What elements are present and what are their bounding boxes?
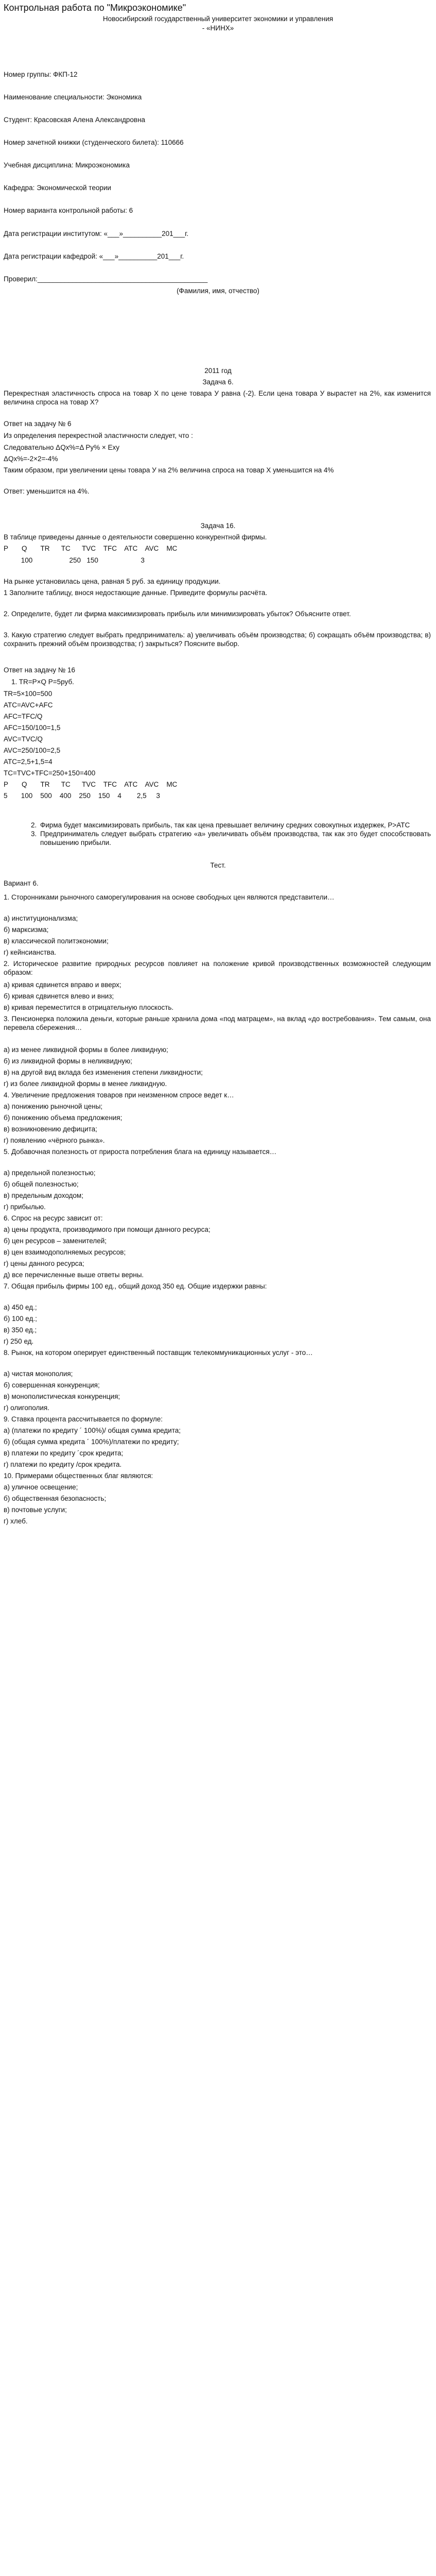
test-line: 3. Пенсионерка положила деньги, которые раньше хранила дома «под матрацем», на вклад «до востребования». Тем самым, она перевела сбережения…	[4, 1015, 431, 1031]
calc-afc-formula: AFC=TFC/Q	[4, 713, 43, 720]
task-16-table2-row: 5 100 500 400 250 150 4 2,5 3	[4, 792, 160, 800]
test-line: г) цены данного ресурса;	[4, 1260, 84, 1267]
task-16-table2-header: P Q TR TC TVC TFC ATC AVC MC	[4, 781, 178, 788]
test-line: 10. Примерами общественных благ являются:	[4, 1472, 153, 1480]
test-line: 1. Сторонниками рыночного саморегулирования на основе свободных цен являются представители…	[4, 893, 335, 901]
task-16-table-row: 100 250 150 3	[4, 556, 145, 564]
university-line-1: Новосибирский государственный университет экономики и управления	[102, 15, 334, 23]
test-line: д) все перечисленные выше ответы верны.	[4, 1271, 144, 1279]
test-line: в) 350 ед.;	[4, 1326, 37, 1334]
test-line: а) предельной полезностью;	[4, 1169, 96, 1177]
task-16-question-1: 1 Заполните таблицу, внося недостающие данные. Приведите формулы расчёта.	[4, 589, 268, 597]
test-heading: Тест.	[210, 861, 226, 869]
task-16-question-2: 2. Определите, будет ли фирма максимизировать прибыль или минимизировать убыток? Объясните ответ.	[4, 610, 351, 618]
test-line: 6. Спрос на ресурс зависит от:	[4, 1214, 103, 1222]
test-line: в) классической политэкономии;	[4, 937, 109, 945]
record-book-number: Номер зачетной книжки (студенческого билета): 110666	[4, 139, 184, 146]
test-line: 7. Общая прибыль фирмы 100 ед., общий доход 350 ед. Общие издержки равны:	[4, 1282, 267, 1290]
task-16-heading: Задача 16.	[200, 522, 236, 530]
test-line: 2. Историческое развитие природных ресурсов повлияет на положение кривой производственных возможностей следующим образом:	[4, 960, 431, 976]
task-16-answer-3: Предприниматель следует выбрать стратегию «а» увеличивать объём производства, так как это будет способствовать повышению прибыли.	[40, 829, 431, 846]
test-line: а) из менее ликвидной формы в более ликвидную;	[4, 1046, 168, 1054]
test-line: 4. Увеличение предложения товаров при неизменном спросе ведет к…	[4, 1091, 234, 1099]
test-line: г) кейнсианства.	[4, 948, 57, 956]
department-registration-date: Дата регистрации кафедрой: «___»__________201___г.	[4, 252, 184, 260]
test-line: б) (общая сумма кредита ´ 100%)/платежи по кредиту;	[4, 1438, 179, 1446]
task-16-intro: В таблице приведены данные о деятельности совершенно конкурентной фирмы.	[4, 533, 267, 541]
task-6-calculation: ΔQх%=-2×2=-4%	[4, 455, 58, 463]
student-name: Студент: Красовская Алена Александровна	[4, 116, 146, 124]
test-line: б) марксизма;	[4, 926, 49, 934]
year: 2011 год	[204, 367, 232, 375]
test-line: г) появлению «чёрного рынка».	[4, 1137, 105, 1144]
calc-afc-value: AFC=150/100=1,5	[4, 724, 61, 732]
fio-caption: (Фамилия, имя, отчество)	[177, 287, 259, 295]
test-line: а) (платежи по кредиту ´ 100%)/ общая сумма кредита;	[4, 1427, 181, 1434]
checked-by: Проверил:____________________________________________	[4, 275, 208, 283]
university-name	[0, 14, 436, 32]
test-line: б) совершенная конкуренция;	[4, 1381, 100, 1389]
test-line: а) институционализма;	[4, 914, 78, 922]
specialty: Наименование специальности: Экономика	[4, 93, 142, 101]
test-line: а) цены продукта, производимого при помощи данного ресурса;	[4, 1226, 211, 1233]
task-6-text: Перекрестная эластичность спроса на товар Х по цене товара У равна (-2). Если цена товара У вырастет на 2%, как изменится величина спроса на товар Х?	[4, 389, 431, 406]
task-6-answer-title: Ответ на задачу № 6	[4, 420, 72, 428]
test-line: г) прибылью.	[4, 1203, 46, 1211]
test-line: б) из ликвидной формы в неликвидную;	[4, 1057, 132, 1065]
test-line: в) цен взаимодополняемых ресурсов;	[4, 1248, 126, 1256]
document-title: Контрольная работа по "Микроэкономике"	[4, 3, 186, 13]
task-16-answer-title: Ответ на задачу № 16	[4, 666, 75, 674]
task-6-conclusion: Таким образом, при увеличении цены товара У на 2% величина спроса на товар Х уменьшится на 4%	[4, 466, 334, 474]
test-line: б) кривая сдвинется влево и вниз;	[4, 992, 114, 1000]
test-line: б) 100 ед.;	[4, 1315, 37, 1323]
task-16-answers-list	[31, 821, 431, 848]
task-6-definition: Из определения перекрестной эластичности следует, что :	[4, 432, 193, 439]
calc-tc-value: TC=TVC+TFC=250+150=400	[4, 769, 96, 777]
task-6-answer: Ответ: уменьшится на 4%.	[4, 487, 90, 495]
calc-avc-value: AVC=250/100=2,5	[4, 747, 61, 754]
task-16-answer-2: Фирма будет максимизировать прибыль, так как цена превышает величину средних совокупных издержек, P>ATC	[40, 821, 410, 829]
task-6-formula: Следовательно ΔQх%=Δ Ру% × Еху	[4, 444, 119, 451]
test-line: а) 450 ед.;	[4, 1303, 37, 1311]
list-item: 2. Фирма будет максимизировать прибыль, так как цена превышает величину средних совокупных издержек, P>ATC	[31, 821, 410, 829]
test-line: 8. Рынок, на котором оперирует единственный поставщик телекоммуникационных услуг - это…	[4, 1349, 313, 1357]
calc-tr: TR=5×100=500	[4, 690, 53, 698]
task-6-heading: Задача 6.	[202, 378, 234, 386]
test-line: а) понижению рыночной цены;	[4, 1103, 103, 1110]
task-16-table-header: P Q TR TC TVC TFC ATC AVC MC	[4, 545, 178, 552]
test-line: в) кривая переместится в отрицательную плоскость.	[4, 1004, 174, 1011]
discipline: Учебная дисциплина: Микроэкономика	[4, 161, 130, 169]
test-line: в) на другой вид вклада без изменения степени ликвидности;	[4, 1069, 203, 1076]
task-16-question-3: 3. Какую стратегию следует выбрать предприниматель: а) увеличивать объём производства; б) сокращать объём производства; в) сохранить прежний объём производства; г) закрыться? Поясните выбор.	[4, 631, 431, 648]
test-line: б) цен ресурсов – заменителей;	[4, 1237, 107, 1245]
test-line: г) 250 ед.	[4, 1337, 34, 1345]
test-variant: Вариант 6.	[4, 879, 39, 887]
test-line: 9. Ставка процента рассчитывается по формуле:	[4, 1415, 163, 1423]
group-number: Номер группы: ФКП-12	[4, 71, 78, 78]
calc-avc-formula: AVC=TVC/Q	[4, 735, 43, 743]
list-item: 3. Предприниматель следует выбрать стратегию «а» увеличивать объём производства, так как это будет способствовать повышению прибыли.	[31, 829, 431, 846]
task-16-answer-1: 1. TR=P×Q P=5руб.	[11, 678, 74, 686]
calc-atc-value: ATC=2,5+1,5=4	[4, 758, 53, 766]
test-line: 5. Добавочная полезность от прироста потребления блага на единицу называется…	[4, 1148, 277, 1156]
institute-registration-date: Дата регистрации институтом: «___»__________201___г.	[4, 230, 189, 238]
test-line: г) олигополия.	[4, 1404, 49, 1412]
test-line: б) понижению объема предложения;	[4, 1114, 123, 1122]
test-line: а) кривая сдвинется вправо и вверх;	[4, 981, 121, 989]
test-line: б) общей полезностью;	[4, 1180, 79, 1188]
test-line: б) общественная безопасность;	[4, 1495, 107, 1502]
test-line: а) чистая монополия;	[4, 1370, 73, 1378]
test-line: в) платежи по кредиту ´срок кредита;	[4, 1449, 124, 1457]
department: Кафедра: Экономической теории	[4, 184, 111, 192]
calc-atc-formula: ATC=AVC+AFC	[4, 701, 53, 709]
test-line: г) хлеб.	[4, 1517, 28, 1525]
test-line: в) предельным доходом;	[4, 1192, 83, 1199]
test-line: в) почтовые услуги;	[4, 1506, 67, 1514]
test-line: г) платежи по кредиту /срок кредита.	[4, 1461, 122, 1468]
test-line: в) монополистическая конкуренция;	[4, 1393, 120, 1400]
university-line-2: - «НИНХ»	[202, 24, 234, 32]
test-line: а) уличное освещение;	[4, 1483, 78, 1491]
task-16-market-price: На рынке установилась цена, равная 5 руб. за единицу продукции.	[4, 578, 221, 585]
test-line: в) возникновению дефицита;	[4, 1125, 97, 1133]
test-line: г) из более ликвидной формы в менее ликвидную.	[4, 1080, 167, 1088]
variant-number: Номер варианта контрольной работы: 6	[4, 207, 133, 214]
